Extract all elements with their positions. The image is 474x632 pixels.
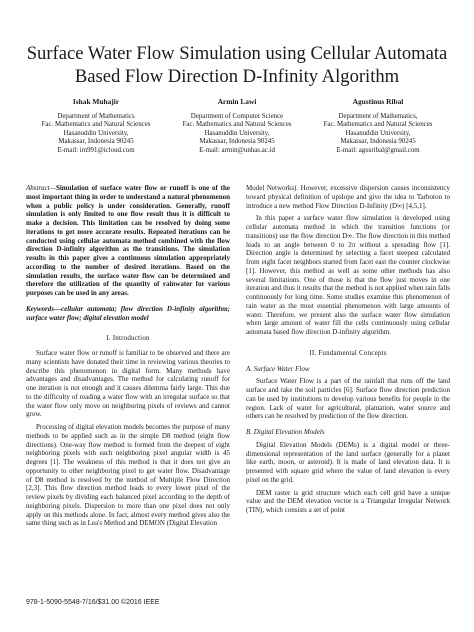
author-university: Hasanuddin University, <box>63 129 129 137</box>
paragraph: Processing of digital elevation models becomes the purpose of many methods to be applied such as in the simple D8 method (eight flow directions). One-way flow method is formed from the deepest of eight neighboring pixels with each neighboring pixel angular width is 45 degrees [1]. The weakness of this method is that it does not give an opportunity to other neighboring pixel to get water flow. Disadvantage of D8 method is resolved by the method of Multiple Flow Direction [2,3]. This flow direction method leads to every lower pixel of the review pixels by dividing each balanced pixel according to the depth of neighboring pixels. Dispersion to more than one pixel does not only apply on this methods alone. In fact, almost every method gives also the same thing such as in Lea's Method and DEMON (Digital Elevation <box>26 423 230 528</box>
abstract-text: Simulation of surface water flow or runoff is one of the most important thing in order to understand a natural phenomenon when a public policy is under consideration. Generally, runoff simulation is only limited to one flow result thus it is difficult to make a decision. This limitation can be resolved by doing some iterations to get more accurate results. Repeated iterations can be conducted using cellular automata method combined with the flow direction D-infinity algorithm as the transitions. The simulation results in this paper gives a continuous simulation appropriately according to the number of desired iterations. Based on the simulation results, the surface water flow can be determined and therefore the utilization of the quantity of rainwater for various purposes can be used in any areas. <box>26 184 230 297</box>
author-faculty: Fac. Mathematics and Natural Sciences <box>182 121 292 129</box>
author-dept: Department of Mathematics, <box>338 112 418 120</box>
author-email: E-mail: armin@unhas.ac.id <box>199 146 275 154</box>
keywords-text: cellular automata; flow direction D-infinity algorithm; surface water flow; digital elevation model <box>26 304 230 322</box>
author-2 <box>169 98 305 156</box>
section-heading-fundamental-concepts: II. Fundamental Concepts <box>309 348 387 357</box>
author-faculty: Fac. Mathematics and Natural Sciences <box>41 121 151 129</box>
abstract-label: Abstract— <box>26 184 56 192</box>
author-block <box>28 98 446 156</box>
right-column <box>246 184 450 519</box>
author-city: Makassar, Indonesia 90245 <box>58 138 134 146</box>
subsection-heading-surface-water-flow: A. Surface Water Flow <box>246 364 310 373</box>
paragraph: In this paper a surface water flow simulation is developed using cellular automata method in which the transition functions (or transitions) use the flow direction D∞. The flow direction in this method leads to an angle between 0 to 2π without a spreading flow [1]. Direction angle is determined by selecting a facet steepest calculated from eight facet neighbors started from facet east the counter clockwise [1]. However, this method as well as some other methods has also several limitations. One of those is that the flow just moves in one iteration and thus it results that the method is not applied when rain falls continuously for long time. Some studies examine this phenomenon of rain water as the most essential phenomenon with large amounts of water. Therefore, we present also the surface water flow simulation when large amount of water fill the cells continuously using cellular automata based flow direction D-infinity algorithm. <box>246 214 450 336</box>
keywords <box>26 305 230 323</box>
paragraph: Digital Elevation Models (DEMs) is a digital model or three-dimensional representation of the land surface (generally for a planet like earth, moon, or asteroid). It is made of land elevation data. It is presented with square grid where the value of land elevation is every pixel on the grid. <box>246 440 450 484</box>
author-name: Armin Lawi <box>217 97 257 106</box>
abstract <box>26 184 230 298</box>
author-faculty: Fac. Mathematics and Natural Sciences <box>323 121 433 129</box>
author-name: Agustinus Ribal <box>352 97 404 106</box>
author-3 <box>310 98 446 156</box>
paragraph: Surface water flow or runoff is familiar to be observed and there are many scientists have donated their time in reviewing various theories to describe this phenomenon in digital form. Many methods have advantages and disadvantages. The method for calculating runoff for one iteration is not enough and it causes dilemma fairly large. This due to the difficulty of reading a water flow with an irregular surface so that the water flow only move on neighboring pixels of reviews and cannot grow. <box>26 349 230 419</box>
author-dept: Department of Computer Science <box>190 112 284 120</box>
keywords-label: Keywords— <box>26 304 61 313</box>
author-city: Makassar, Indonesia 90245 <box>199 138 275 146</box>
author-1 <box>28 98 164 156</box>
paragraph: DEM raster is grid structure which each cell grid have a unique value and the DEM elevation vector is a Triangular Irregular Network (TIN), which consists a set of point <box>246 488 450 514</box>
author-university: Hasanuddin University, <box>345 129 411 137</box>
author-email: E-mail: agusribal@gmail.com <box>336 146 420 154</box>
paragraph: Model Networks). However, excessive dispersion causes inconsistency toward physical definition of upslope and give the idea to Tarboton to introduce a new method Flow Direction D-Infinity (D∞) [4,5,1]. <box>246 184 450 210</box>
copyright-footer: 978-1-5090-5548-7/16/$31.00 ©2016 IEEE <box>26 599 160 606</box>
author-city: Makassar, Indonesia 90245 <box>340 138 416 146</box>
author-university: Hasanuddin University, <box>204 129 270 137</box>
author-name: Ishak Muhajir <box>72 97 120 106</box>
section-heading-introduction: I. Introduction <box>106 334 150 343</box>
paper-title: Surface Water Flow Simulation using Cellular Automata Based Flow Direction D-Infinity Algorithm <box>26 43 448 87</box>
paragraph: Surface Water Flow is a part of the rainfall that runs off the land surface and take the soil particles [6]. Surface flow direction prediction can be used by institutions to develop various benefits for people in the region. Lack of water for agricultural, plantation, water source and others can be resolved by prediction of the flow direction. <box>246 377 450 421</box>
left-column <box>26 184 230 532</box>
author-dept: Department of Mathematics <box>57 112 135 120</box>
subsection-heading-digital-elevation-models: B. Digital Elevation Models <box>246 428 325 436</box>
author-email: E-mail: im991@icloud.com <box>57 146 135 154</box>
